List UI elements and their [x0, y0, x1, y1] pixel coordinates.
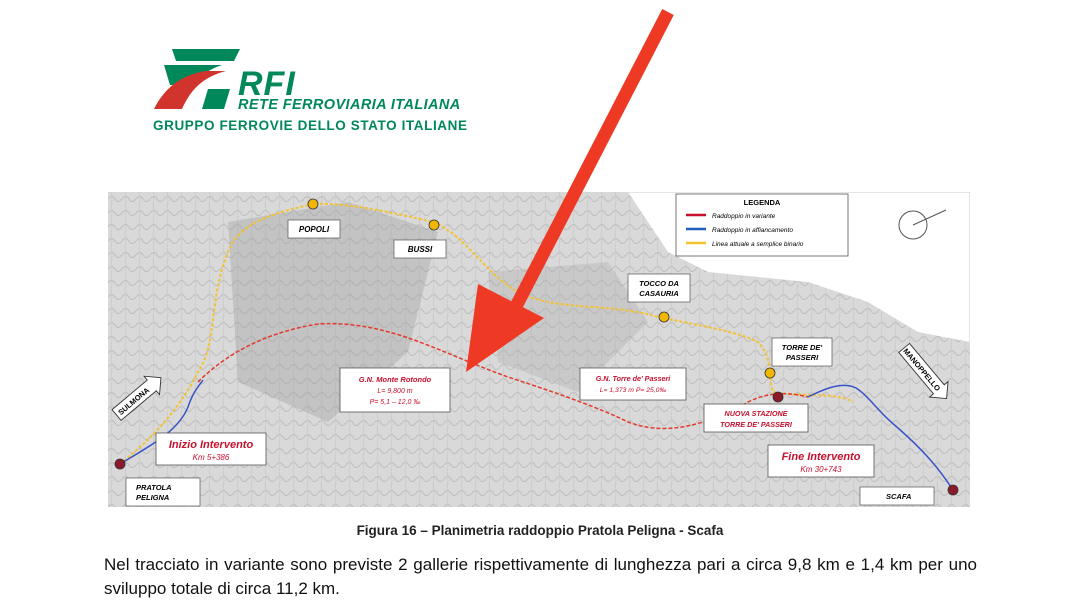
- torre-text-2: PASSERI: [785, 353, 819, 362]
- pratola-text-2: PELIGNA: [136, 493, 170, 502]
- legend-item-variante: Raddoppio in variante: [712, 213, 776, 220]
- tocco-text-1: TOCCO DA: [639, 279, 679, 288]
- legend-item-affiancamento: Raddoppio in affiancamento: [712, 227, 793, 234]
- start-title: Inizio Intervento: [168, 439, 254, 451]
- logo-name: RETE FERROVIARIA ITALIANA: [238, 97, 461, 113]
- new-station-text-1: NUOVA STAZIONE: [724, 409, 788, 418]
- tunnel-rotondo-slope: P= 5,1 – 12,0 ‰: [369, 399, 421, 406]
- scafa-text: SCAFA: [886, 492, 912, 501]
- tunnel-torre-data: L= 1,373 m P= 25,0‰: [599, 387, 667, 394]
- legend-item-attuale: Linea attuale a semplice binario: [712, 241, 804, 248]
- end-km: Km 30+743: [800, 465, 842, 474]
- logo-acronym: RFI: [238, 65, 296, 103]
- start-km: Km 5+386: [192, 453, 230, 462]
- figure-caption: Figura 16 – Planimetria raddoppio Pratola Peligna - Scafa: [356, 523, 724, 538]
- popoli-text: POPOLI: [298, 225, 330, 234]
- logo-group: GRUPPO FERROVIE DELLO STATO ITALIANE: [153, 118, 468, 133]
- body-paragraph: Nel tracciato in variante sono previste 2 gallerie rispettivamente di lunghezza pari a circa 9,8 km e 1,4 km per uno sviluppo totale di circa 11,2 km.: [104, 555, 977, 598]
- tunnel-torre-name: G.N. Torre de' Passeri: [595, 374, 671, 383]
- bussi-text: BUSSI: [407, 245, 433, 254]
- tunnel-rotondo-name: G.N. Monte Rotondo: [358, 375, 432, 384]
- new-station-text-2: TORRE DE' PASSERI: [720, 420, 792, 429]
- legend-title: LEGENDA: [743, 198, 781, 207]
- torre-text-1: TORRE DE': [781, 343, 823, 352]
- end-title: Fine Intervento: [781, 451, 861, 463]
- manoppello-text: MANOPPELLO: [901, 346, 943, 393]
- pratola-text-1: PRATOLA: [136, 483, 172, 492]
- tocco-text-2: CASAURIA: [639, 289, 679, 298]
- sulmona-text: SULMONA: [116, 385, 152, 417]
- tunnel-rotondo-length: L= 9,800 m: [377, 388, 413, 395]
